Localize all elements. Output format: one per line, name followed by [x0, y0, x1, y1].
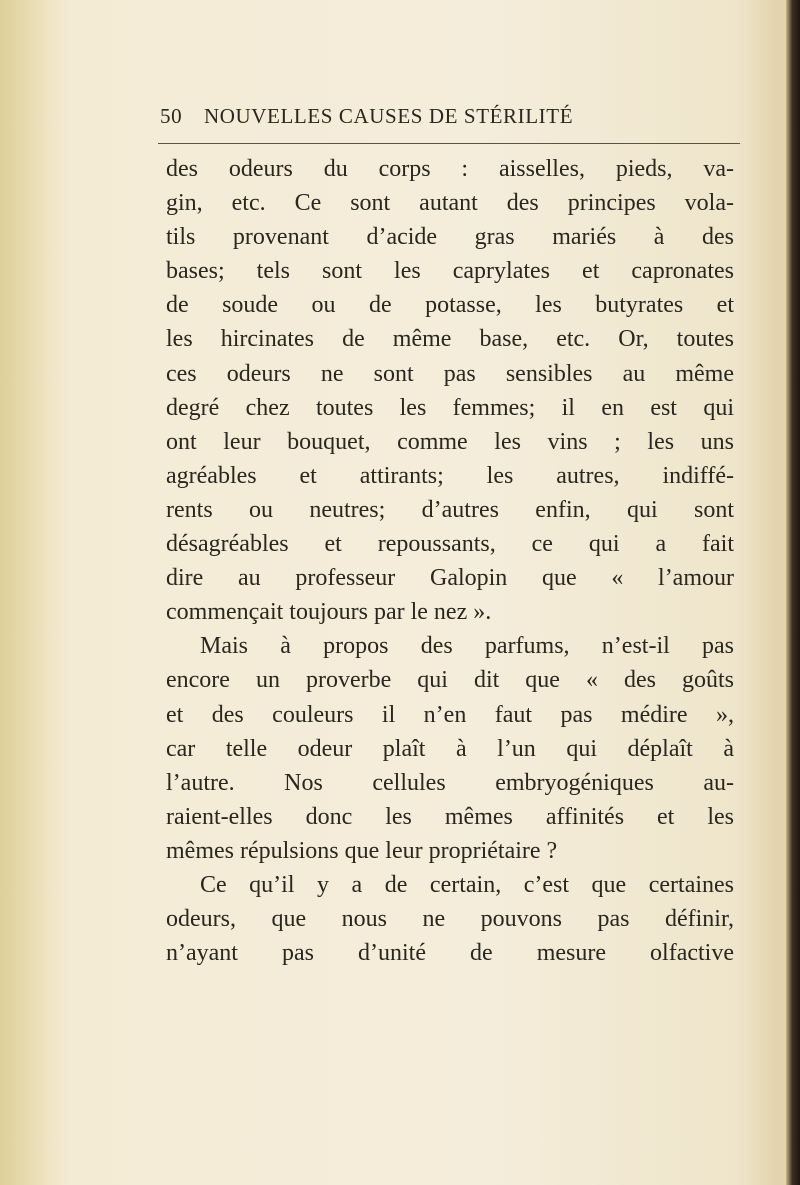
page-stain [0, 0, 70, 1185]
text-line: les hircinates de même base, etc. Or, toutes [166, 326, 734, 353]
running-header [160, 104, 740, 129]
page-edge [786, 0, 800, 1185]
text-line: odeurs, que nous ne pouvons pas définir, [166, 906, 734, 933]
text-line: degré chez toutes les femmes; il en est qui [166, 394, 734, 421]
body-text [166, 152, 734, 970]
text-line: rents ou neutres; d’autres enfin, qui sont [166, 496, 734, 523]
text-line: des odeurs du corps : aisselles, pieds, va- [166, 156, 734, 182]
text-line: mêmes répulsions que leur propriétaire ? [166, 837, 558, 864]
text-line: désagréables et repoussants, ce qui a fait [166, 531, 734, 558]
text-line: n’ayant pas d’unité de mesure olfactive [166, 940, 734, 967]
text-line: dire au professeur Galopin que « l’amour [166, 565, 734, 592]
text-line: commençait toujours par le nez ». [166, 599, 492, 626]
text-line: gin, etc. Ce sont autant des principes vola- [166, 190, 734, 217]
text-line: Mais à propos des parfums, n’est-il pas [200, 633, 734, 660]
text-line: bases; tels sont les caprylates et capronates [166, 258, 734, 285]
text-line: raient-elles donc les mêmes affinités et les [166, 803, 734, 830]
text-line: Ce qu’il y a de certain, c’est que certaines [200, 871, 734, 898]
text-line: de soude ou de potasse, les butyrates et [166, 292, 734, 319]
text-line: agréables et attirants; les autres, indiffé- [166, 462, 734, 489]
text-line: encore un proverbe qui dit que « des goûts [166, 667, 734, 694]
header-rule [158, 143, 740, 144]
text-line: tils provenant d’acide gras mariés à des [166, 224, 734, 251]
text-line: car telle odeur plaît à l’un qui déplaît à [166, 735, 734, 762]
text-line: et des couleurs il n’en faut pas médire », [166, 701, 734, 728]
running-title: NOUVELLES CAUSES DE STÉRILITÉ [204, 104, 574, 128]
text-line: ces odeurs ne sont pas sensibles au même [166, 360, 734, 387]
text-line: l’autre. Nos cellules embryogéniques au- [166, 769, 734, 796]
page-number: 50 [160, 104, 183, 128]
text-line: ont leur bouquet, comme les vins ; les uns [166, 428, 734, 455]
